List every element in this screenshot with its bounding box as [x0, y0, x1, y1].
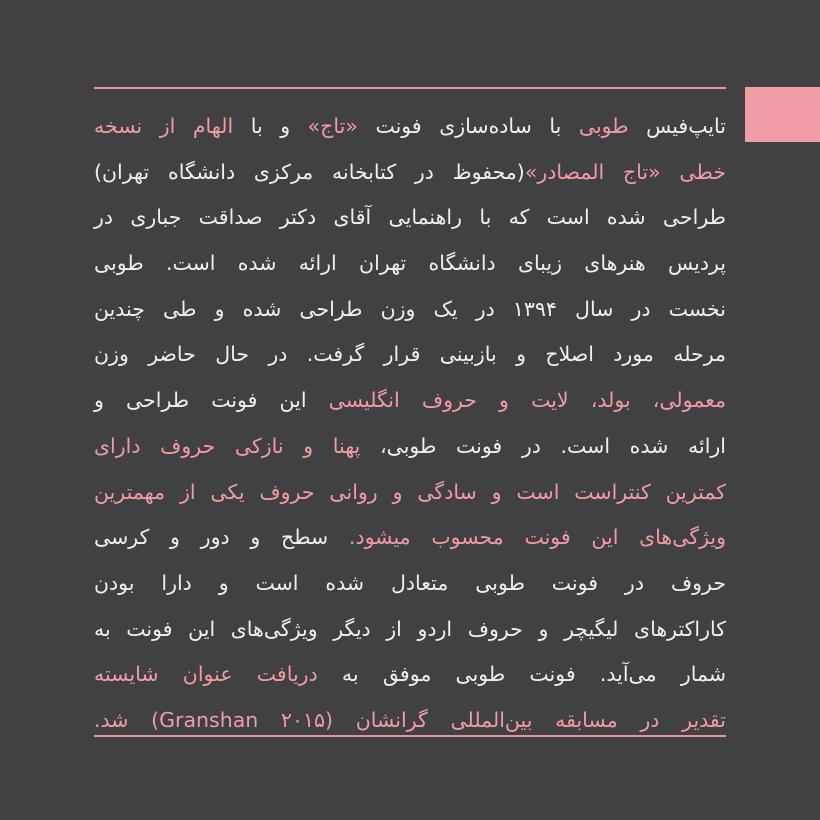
highlighted-text: «تاج»	[307, 114, 358, 138]
body-paragraph	[94, 104, 726, 744]
body-text: شمار می‌آید. فونت طوبی موفق به	[317, 662, 727, 687]
body-text: این فونت طراحی و	[94, 388, 329, 413]
text-line	[94, 698, 726, 744]
text-line	[94, 607, 726, 653]
body-text: نخست در سال ۱۳۹۴ در یک وزن طراحی شده و طی چندین	[94, 296, 726, 321]
text-line	[94, 424, 726, 470]
body-text: حروف در فونت طوبی متعادل شده است و دارا بودن	[94, 570, 726, 595]
highlighted-text: کمترین کنتراست است و سادگی و روانی حروف یکی از مهمترین	[94, 479, 726, 504]
highlighted-text: خطی «تاج المصادر»	[524, 159, 726, 184]
highlighted-text: تقدیر در مسابقه بین‌المللی گرانشان (Granshan ۲۰۱۵) شد.	[94, 707, 726, 732]
text-line	[94, 104, 726, 150]
highlighted-text: پهنا و نازکی حروف دارای	[94, 433, 361, 458]
text-line	[94, 561, 726, 607]
body-text: طراحی شده است که با راهنمایی آقای دکتر صداقت جباری در	[94, 205, 726, 230]
text-line	[94, 332, 726, 378]
highlighted-text: ویژگی‌های این فونت محسوب میشود.	[348, 525, 726, 550]
highlighted-text: طوبی	[578, 114, 629, 138]
text-line	[94, 150, 726, 196]
body-text: و با	[233, 114, 308, 138]
body-text: مرحله مورد اصلاح و بازبینی قرار گرفت. در حال حاضر وزن	[94, 342, 726, 367]
text-line	[94, 287, 726, 333]
bottom-divider	[94, 735, 726, 737]
top-divider	[94, 87, 726, 89]
body-text: (محفوظ در کتابخانه مرکزی دانشگاه تهران)	[94, 159, 525, 184]
body-text: سطح و دور و کرسی	[94, 525, 349, 550]
highlighted-text: معمولی، بولد، لایت و حروف انگلیسی	[328, 388, 726, 413]
text-line	[94, 378, 726, 424]
text-line	[94, 195, 726, 241]
body-text: تایپ‌فیس	[628, 114, 726, 138]
accent-tab	[745, 87, 820, 142]
body-text: ارائه شده است. در فونت طوبی،	[360, 433, 726, 458]
body-text: کاراکترهای لیگیچر و حروف اردو از دیگر ویژگی‌های این فونت به	[94, 616, 726, 641]
text-line	[94, 241, 726, 287]
text-line	[94, 652, 726, 698]
text-line	[94, 470, 726, 516]
body-text: با ساده‌سازی فونت	[357, 114, 579, 138]
text-line	[94, 515, 726, 561]
body-text: پردیس هنرهای زیبای دانشگاه تهران ارائه شده است. طوبی	[94, 251, 726, 276]
highlighted-text: الهام از نسخه	[94, 114, 234, 138]
highlighted-text: دریافت عنوان شایسته	[94, 662, 318, 687]
